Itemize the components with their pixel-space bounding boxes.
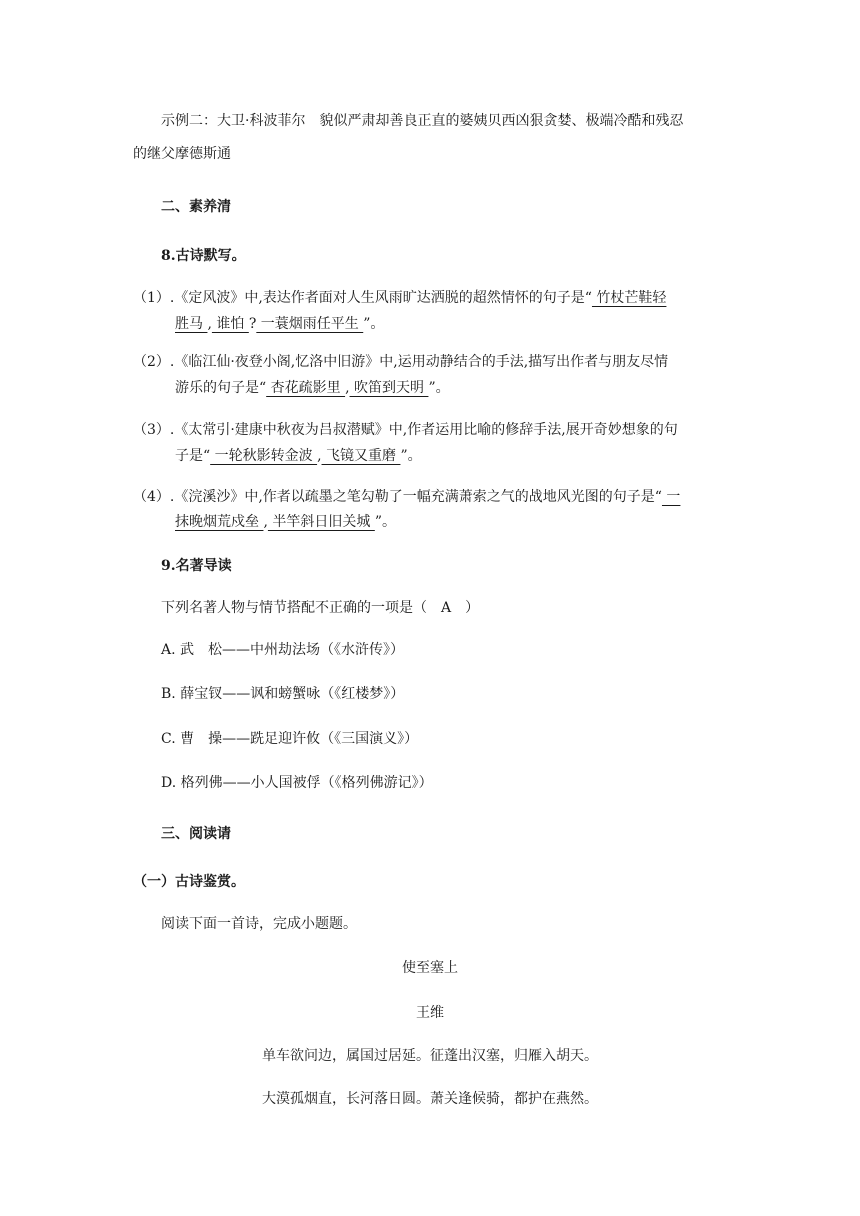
answer-blank: 飞镜又重磨 <box>321 448 401 464</box>
option-c: C. 曹 操——跣足迎许攸（《三国演义》） <box>161 731 419 747</box>
answer-blank: 竹杖芒鞋轻 <box>591 290 667 306</box>
option-a: A. 武 松——中州劫法场（《水浒传》） <box>161 642 405 658</box>
answer-blank: 杏花疏影里 <box>266 380 346 396</box>
example2-line1: 示例二：大卫·科波菲尔 貌似严肃却善良正直的婆姨贝西凶狠贪婪、极端冷酷和残忍 <box>161 113 684 129</box>
item-number: （1）. <box>133 290 175 306</box>
poem-author: 王维 <box>416 1005 444 1021</box>
answer-blank: 抹晚烟荒戍垒 <box>175 514 264 530</box>
answer-blank: 吹笛到天明 <box>349 380 429 396</box>
instruction-text: 阅读下面一首诗，完成小题题。 <box>161 916 357 932</box>
subsection-heading: （一）古诗鉴赏。 <box>133 874 245 890</box>
example2-line2: 的继父摩德斯通 <box>133 146 231 162</box>
item-2-line-a: （2）.《临江仙·夜登小阁,忆洛中旧游》中,运用动静结合的手法,描写出作者与朋友尽情 <box>133 354 669 370</box>
item-4-line-a: （4）.《浣溪沙》中,作者以疏墨之笔勾勒了一幅充满萧索之气的战地风光图的句子是“ 一 <box>133 489 681 505</box>
section-heading: 二、素养清 <box>161 199 231 215</box>
item-3-line-a: （3）.《太常引·建康中秋夜为吕叔潜赋》中,作者运用比喻的修辞手法,展开奇妙想象的句 <box>133 422 678 438</box>
item-number: （3）. <box>133 422 175 438</box>
question-text: 下列名著人物与情节搭配不正确的一项是（ A ） <box>161 600 480 616</box>
poem-line: 单车欲问边，属国过居延。征蓬出汉塞，归雁入胡天。 <box>262 1048 598 1064</box>
item-number: （2）. <box>133 354 175 370</box>
item-1-line-b: 胜马 , 谁怕 ? 一蓑烟雨任平生 ”。 <box>175 316 385 332</box>
answer-blank: 一蓑烟雨任平生 <box>256 316 364 332</box>
answer-blank: 谁怕 <box>211 316 249 332</box>
item-4-line-b: 抹晚烟荒戍垒 , 半竿斜日旧关城 ”。 <box>175 514 396 530</box>
item-3-line-b: 子是“ 一轮秋影转金波 , 飞镜又重磨 ”。 <box>175 448 422 464</box>
poem-line: 大漠孤烟直，长河落日圆。萧关逢候骑，都护在燕然。 <box>262 1091 598 1107</box>
poem-title: 使至塞上 <box>402 960 458 976</box>
answer-blank: 胜马 <box>175 316 208 332</box>
option-b: B. 薛宝钗——讽和螃蟹咏（《红楼梦》） <box>161 686 405 702</box>
item-1-line-a: （1）.《定风波》中,表达作者面对人生风雨旷达洒脱的超然情怀的句子是“ 竹杖芒鞋轻 <box>133 290 667 306</box>
answer-blank: 一 <box>661 489 681 505</box>
question-heading: 8.古诗默写。 <box>161 248 246 264</box>
question-heading: 9.名著导读 <box>161 558 232 574</box>
item-number: （4）. <box>133 489 175 505</box>
answer-blank: 一轮秋影转金波 <box>210 448 318 464</box>
answer-blank: 半竿斜日旧关城 <box>267 514 375 530</box>
item-2-line-b: 游乐的句子是“ 杏花疏影里 , 吹笛到天明 ”。 <box>175 380 450 396</box>
option-d: D. 格列佛——小人国被俘（《格列佛游记》） <box>161 775 433 791</box>
section-heading: 三、阅读请 <box>161 826 231 842</box>
